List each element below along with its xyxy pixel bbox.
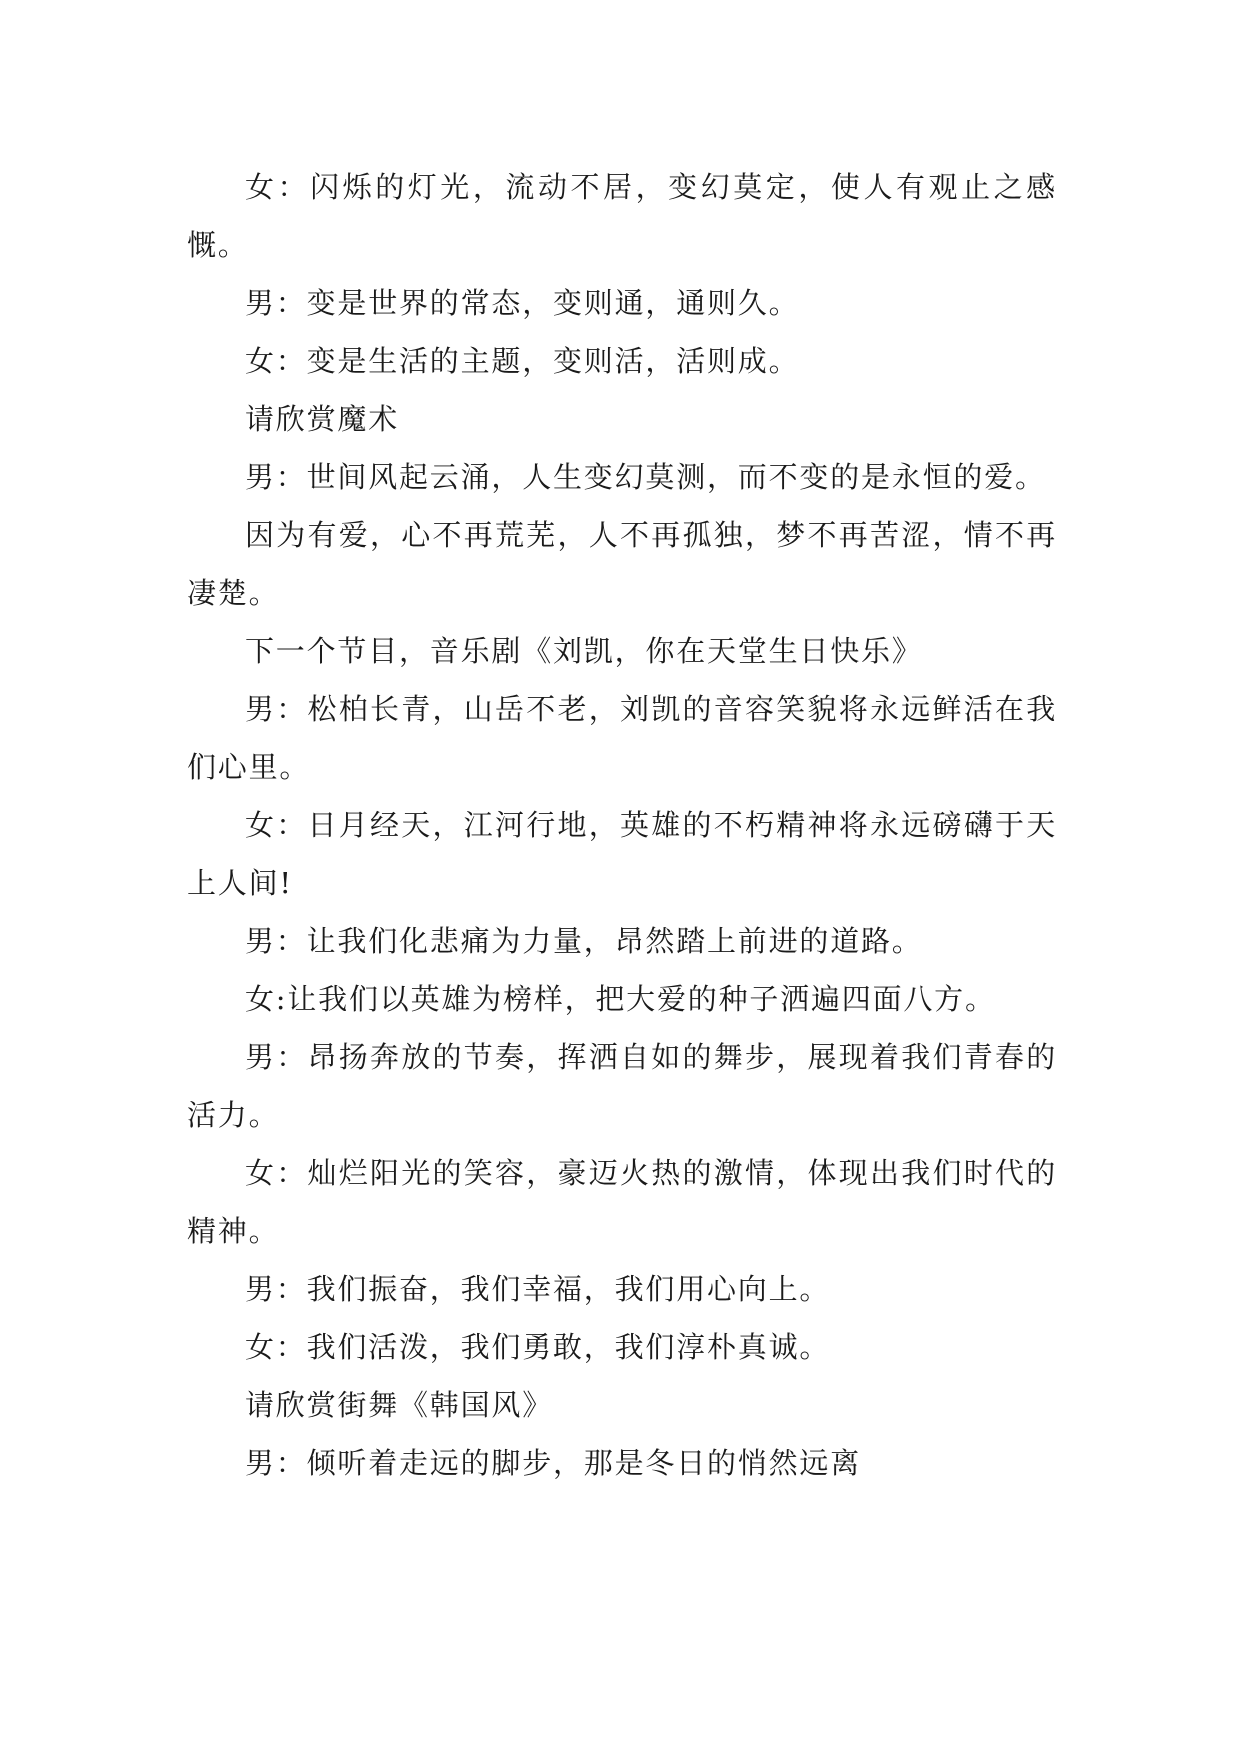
paragraph: 因为有爱，心不再荒芜，人不再孤独，梦不再苦涩，情不再凄楚。 [187, 518, 1057, 610]
paragraph: 女：灿烂阳光的笑容，豪迈火热的激情，体现出我们时代的精神。 [187, 1156, 1057, 1248]
paragraph: 下一个节目，音乐剧《刘凯，你在天堂生日快乐》 [245, 634, 923, 668]
paragraph: 男：变是世界的常态，变则通，通则久。 [245, 286, 800, 320]
paragraph: 请欣赏街舞《韩国风》 [245, 1388, 554, 1422]
paragraph: 女：我们活泼，我们勇敢，我们淳朴真诚。 [245, 1330, 831, 1364]
paragraph: 女：变是生活的主题，变则活，活则成。 [245, 344, 800, 378]
paragraph: 男：松柏长青，山岳不老，刘凯的音容笑貌将永远鲜活在我们心里。 [187, 692, 1057, 784]
paragraph: 男：世间风起云涌，人生变幻莫测，而不变的是永恒的爱。 [245, 460, 1046, 494]
paragraph: 男：昂扬奔放的节奏，挥洒自如的舞步，展现着我们青春的活力。 [187, 1040, 1057, 1132]
paragraph: 男：让我们化悲痛为力量，昂然踏上前进的道路。 [245, 924, 923, 958]
paragraph: 请欣赏魔术 [245, 402, 400, 436]
paragraph: 女：闪烁的灯光，流动不居，变幻莫定，使人有观止之感慨。 [187, 170, 1057, 262]
paragraph: 女:让我们以英雄为榜样，把大爱的种子洒遍四面八方。 [245, 982, 996, 1016]
paragraph: 女：日月经天，江河行地，英雄的不朽精神将永远磅礴于天上人间! [187, 808, 1057, 900]
paragraph: 男：我们振奋，我们幸福，我们用心向上。 [245, 1272, 831, 1306]
paragraph: 男：倾听着走远的脚步，那是冬日的悄然远离 [245, 1446, 862, 1480]
document-body [187, 158, 1057, 1492]
